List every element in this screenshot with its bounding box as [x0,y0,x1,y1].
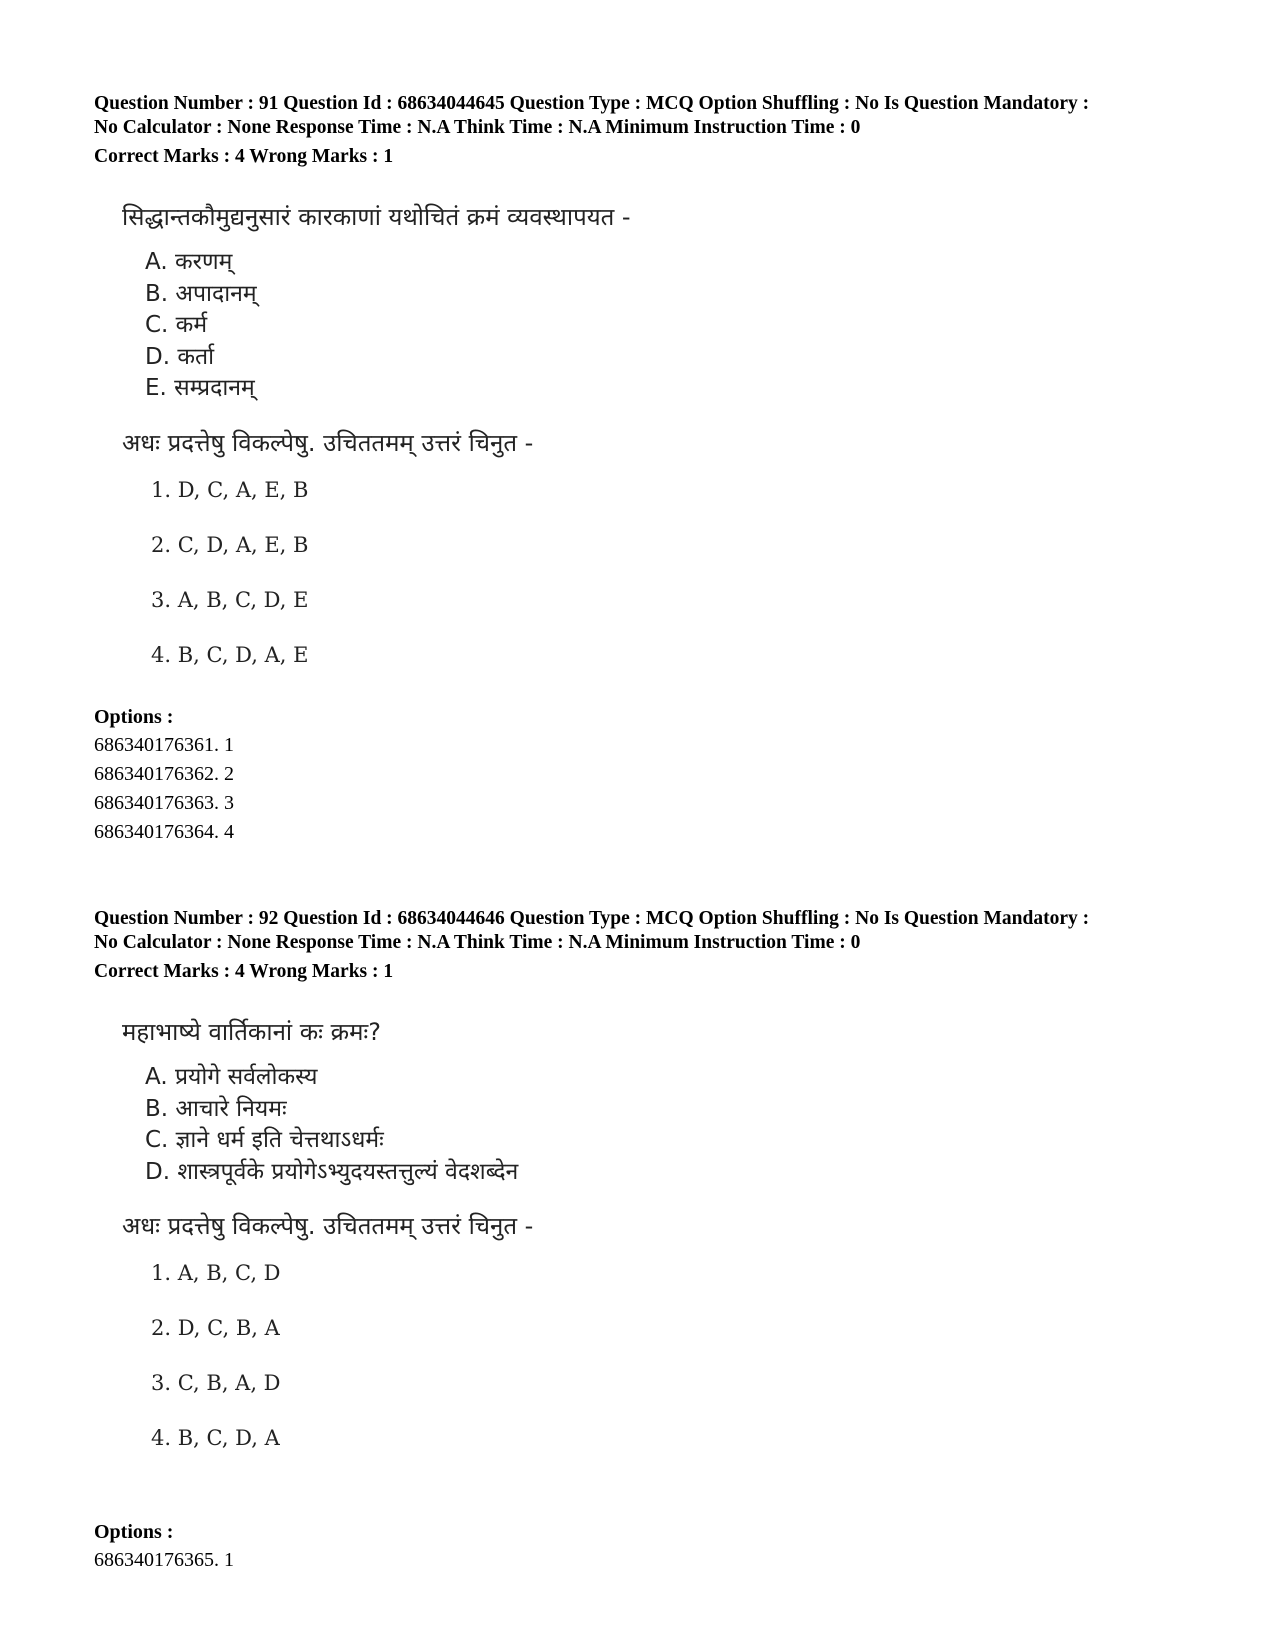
list-item: E. सम्प्रदानम् [145,375,255,401]
item-list [145,1062,1234,1188]
choice-list [151,1260,1234,1451]
question-image [122,1016,1234,1518]
list-item: D. कर्ता [145,343,215,370]
choice-item: 2. C, D, A, E, B [151,532,309,557]
question-meta-line2: No Calculator : None Response Time : N.A Think Time : N.A Minimum Instruction Time : 0 [94,932,861,953]
list-item: A. करणम् [145,249,233,275]
option-row: 686340176362. 2 [94,763,234,785]
option-row: 686340176365. 1 [94,1549,234,1571]
list-item: A. प्रयोगे सर्वलोकस्य [145,1064,318,1090]
question-meta-line1: Question Number : 91 Question Id : 68634044645 Question Type : MCQ Option Shuffling : No Is Question Mandatory : [94,93,1090,114]
list-item: B. आचारे नियमः [145,1095,287,1122]
instruction-text: अधः प्रदत्तेषु विकल्पेषु. उचिततमम् उत्तरं चिनुत - [122,428,534,457]
choice-item: 3. A, B, C, D, E [151,587,309,612]
question-91 [94,92,1234,847]
item-list [145,247,1234,405]
option-row: 686340176364. 4 [94,821,234,843]
option-row: 686340176363. 3 [94,792,234,814]
marks-line: Correct Marks : 4 Wrong Marks : 1 [94,146,394,167]
choice-item: 2. D, C, B, A [151,1316,280,1340]
choice-item: 1. D, C, A, E, B [151,477,309,502]
question-stem: महाभाष्ये वार्तिकानां कः क्रमः? [122,1018,382,1046]
list-item: C. कर्म [145,312,208,338]
list-item: D. शास्त्रपूर्वके प्रयोगेऽभ्युदयस्तत्तुल्यं वेदशब्देन [145,1158,519,1185]
marks-line: Correct Marks : 4 Wrong Marks : 1 [94,961,394,982]
choice-item: 4. B, C, D, A, E [151,642,309,667]
list-item: C. ज्ञाने धर्म इति चेत्तथाऽधर्मः [145,1127,384,1153]
option-row: 686340176361. 1 [94,734,234,756]
question-92 [94,907,1234,1575]
choice-item: 3. C, B, A, D [151,1371,281,1395]
options-title: Options : [94,706,174,728]
choice-item: 1. A, B, C, D [151,1261,281,1285]
question-meta-line1: Question Number : 92 Question Id : 68634044646 Question Type : MCQ Option Shuffling : No Is Question Mandatory : [94,908,1090,929]
instruction-text: अधः प्रदत्तेषु विकल्पेषु. उचिततमम् उत्तरं चिनुत - [122,1212,534,1240]
question-image [122,201,1234,703]
question-meta-line2: No Calculator : None Response Time : N.A Think Time : N.A Minimum Instruction Time : 0 [94,117,861,138]
choice-list [151,477,1234,668]
question-stem: सिद्धान्तकौमुद्यनुसारं कारकाणां यथोचितं क्रमं व्यवस्थापयत - [122,203,631,231]
choice-item: 4. B, C, D, A [151,1426,280,1450]
options-title: Options : [94,1521,174,1543]
list-item: B. अपादानम् [145,280,257,307]
